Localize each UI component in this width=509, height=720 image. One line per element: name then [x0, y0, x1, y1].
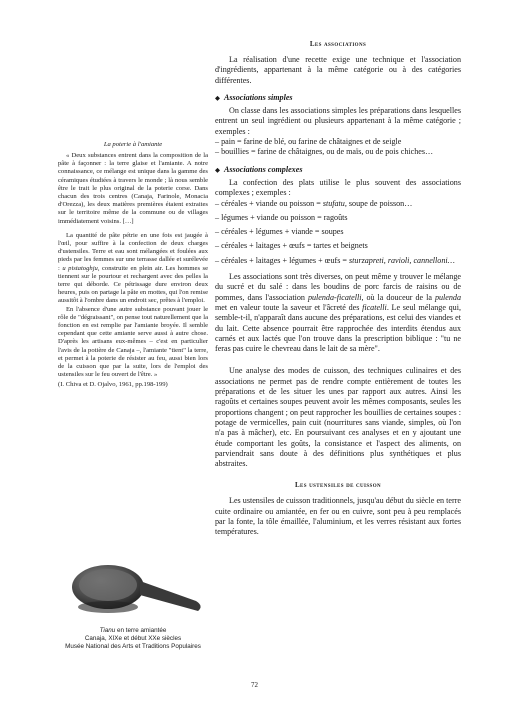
list-item-text: – céréales + viande ou poisson =: [215, 198, 323, 208]
list-item: – céréales + laitages + œufs = tartes et beignets: [215, 241, 368, 251]
sidebar-text-run: , construite en plein air. Les hommes se tiennent sur le pourtour et rechargent avec des pelles la terre qui déborde. Ce pétrissage dure environ deux heures, puis on partage la pâte en mottes, qui l'on remise aussitôt à l'ombre dans un endroit sec, prêtes à l'emploi.: [58, 264, 208, 305]
page-number: 72: [251, 681, 258, 689]
caption-line: Canaja, XIXe et début XXe siècles: [84, 635, 182, 642]
paragraph-term: pulenda: [434, 292, 462, 302]
section-title: Les associations: [309, 40, 367, 48]
list-item: – bouillies = farine de châtaignes, ou de maïs, ou de pois chiches…: [215, 147, 434, 157]
paragraph-text: met en valeur toute la saveur et l'âcreté des: [215, 302, 363, 312]
analysis-paragraph: Une analyse des modes de cuisson, des techniques culinaires et des associations ne permet pas de rendre compte entièrement de toutes les préparations et de les situer les unes par rapport aux autres. Ainsi les ragoûts et certaines soupes peuvent avoir les mêmes composants, seules les proportions changent ; on peut rapprocher les bouillies de certaines soupes : potage de vermicelles, pain cuit (nourritures sans viande, simples, où l'on n'a pas à mâcher), etc. En poursuivant ces analyses et en y ajoutant une étude comportant les goûts, la consistance et l'aspect des aliments, on parviendrait sans doute à des définitions plus synthétiques et plus abstraites.: [215, 366, 461, 469]
simple-paragraph: On classe dans les associations simples les préparations dans lesquelles entrent un seul ingrédient ou plusieurs appartenant à la même catégorie ; exemples :: [215, 106, 461, 136]
subsection-title-text: Associations complexes: [224, 164, 303, 174]
subsection-title: [215, 93, 461, 104]
list-item: – céréales + légumes + viande = soupes: [215, 227, 344, 237]
caption-line: Musée National des Arts et Traditions Populaires: [65, 643, 201, 650]
sidebar-term: u pistatoghju: [62, 264, 98, 272]
sidebar-paragraph: [58, 232, 208, 306]
diamond-bullet-icon: ◆: [215, 94, 220, 102]
list-item: – pain = farine de blé, ou farine de châtaignes et de seigle: [215, 137, 402, 147]
paragraph-term: ficatelli: [362, 302, 387, 312]
caption-line: [48, 627, 218, 635]
section-title: Les ustensiles de cuisson: [294, 481, 382, 490]
paragraph-term: pulenda-ficatelli: [307, 292, 362, 302]
main-column: [215, 40, 461, 538]
diamond-bullet-icon: ◆: [215, 166, 220, 174]
intro-paragraph: La réalisation d'une recette exige une technique et l'association d'ingrédients, appartenant à la même catégorie ou à des catégories différentes.: [215, 55, 461, 85]
sidebar-box: [58, 141, 208, 390]
tianu-photo: [68, 551, 208, 621]
list-item-term: sturzapreti, ravioli, cannelloni…: [349, 255, 455, 265]
list-item-term: stufatu: [322, 198, 345, 208]
caption-text: en terre amiantée: [115, 627, 167, 634]
subsection-title: [215, 165, 461, 176]
list-item-text: – céréales + laitages + légumes + œufs =: [215, 255, 350, 265]
list-item: [215, 199, 461, 209]
paragraph-text: , où la douceur de la: [361, 292, 435, 302]
sidebar-text-run: La quantité de pâte pétrie en une fois est jaugée à l'œil, pour suffire à la confection de deux charges d'ustensiles. Terre et eau sont mélangées et foulées aux pieds par les femmes sur une terrasse dallée et surélevée :: [58, 231, 208, 272]
list-item: [215, 256, 461, 266]
sidebar-text: [58, 152, 208, 379]
ustensiles-paragraph: Les ustensiles de cuisson traditionnels, jusqu'au début du siècle en terre cuite ordinaire ou amiantée, en fer ou en cuivre, sont peu à peu remplacés par la fonte, la tôle émaillée, l'aluminium, et les verres résistant aux fortes températures.: [215, 496, 461, 537]
photo-caption: [48, 627, 218, 651]
sidebar-citation: (I. Chiva et D. Ojalvo, 1961, pp.198-199): [58, 381, 168, 389]
sidebar-paragraph: « Deux substances entrent dans la composition de la pâte à façonner : la terre glaise et l'amiante. A notre connaissance, ce mélange est unique dans la gamme des céramiques étudiées à travers le monde ; là nous semble être le trait le plus original de la poterie corse. Dans chacun des trois centres (Canaja, Farinole, Monacia d'Orezza), les deux matières premières étaient extraites sur le territoire même de la commune ou de villages immédiatement voisins. […]: [58, 152, 208, 225]
sidebar-title: La poterie à l'amiante: [103, 141, 163, 148]
sidebar-paragraph: En l'absence d'une autre substance pouvant jouer le rôle de "dégraissant", on pense tout naturellement que la fonction en est remplie par l'amiante broyée. Il semble cependant que cette amiante serve aussi à autre chose. D'après les artisans eux-mêmes – c'est en particulier l'avis de la potière de Canaja –, l'amiante "tient" la terre, et permet à la poterie de résister au feu, aussi bien lors de la cuisson que par la suite, lors de l'emploi des ustensiles sur le feu ouvert de l'être. »: [58, 305, 208, 379]
caption-term: Tianu: [99, 627, 116, 634]
list-item: – légumes + viande ou poisson = ragoûts: [215, 212, 348, 222]
list-item-text: , soupe de poisson…: [344, 198, 413, 208]
diverse-paragraph: [215, 272, 461, 354]
paragraph-text: . Le seul mélange qui, semble-t-il, n'apparaît dans aucune des préparations, est celui des viandes et du lait. Cette absence pourrait être rapprochée des interdits étendus aux carnés et aux lactés que l'on trouve dans la prescription biblique : "tu ne feras pas cuire le chevreau dans le lait de sa mère".: [215, 302, 461, 354]
subsection-title-text: Associations simples: [224, 92, 293, 102]
paragraph-text: Les associations sont très diverses, on peut même y trouver le mélange du sucré et du salé : dans les boudins de porc farcis de raisins ou de pommes, dans l'association: [215, 272, 461, 302]
complex-paragraph: La confection des plats utilise le plus souvent des associations complexes ; exemples :: [215, 177, 461, 198]
